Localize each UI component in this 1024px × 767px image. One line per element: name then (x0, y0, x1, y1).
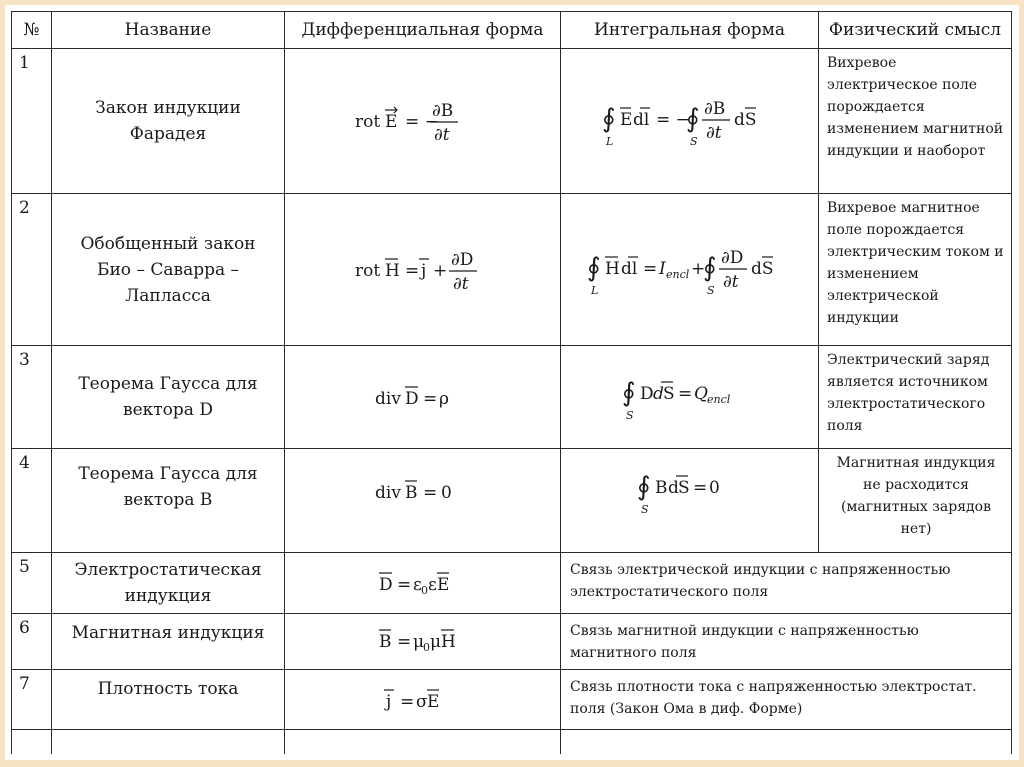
formula-faraday-differential (353, 96, 493, 146)
svg-text:μ: μ (412, 631, 424, 652)
law-name-text: Теорема Гаусса для вектора B (78, 463, 258, 510)
row-number: 7 (12, 670, 52, 730)
svg-text:rot: rot (354, 260, 380, 281)
svg-text:dl: dl (632, 110, 649, 130)
svg-text:0: 0 (440, 482, 452, 503)
svg-text:∂B: ∂B (703, 99, 725, 119)
row-number: 4 (12, 449, 52, 553)
header-integral: Интегральная форма (561, 12, 819, 49)
law-name-text: Теорема Гаусса для вектора D (78, 374, 258, 420)
row-number: 1 (12, 49, 52, 194)
physical-meaning: Связь электрической индукции с напряженностью электростатического поля (561, 553, 1012, 614)
svg-text:L: L (590, 283, 598, 297)
physical-meaning: Связь магнитной индукции с напряженностью магнитного поля (561, 614, 1012, 670)
row-number: 3 (12, 346, 52, 449)
integral-form (561, 449, 819, 553)
svg-text:+: + (432, 260, 447, 281)
svg-text:div: div (374, 389, 401, 409)
formula-magnetic-induction (373, 622, 473, 662)
svg-text:div: div (374, 482, 401, 503)
svg-text:D: D (639, 384, 654, 404)
svg-text:encl: encl (706, 393, 730, 406)
svg-text:H: H (440, 631, 456, 652)
integral-form (561, 346, 819, 449)
svg-text:=: = (396, 631, 411, 652)
svg-text:=: = (422, 389, 437, 409)
svg-text:d: d (667, 477, 679, 498)
formula-biot-savart-integral (585, 240, 795, 300)
svg-text:∮: ∮ (685, 104, 700, 134)
svg-text:S: S (625, 409, 634, 422)
svg-text:S: S (640, 502, 649, 516)
page-frame (5, 5, 1019, 760)
differential-form (285, 449, 561, 553)
svg-text:∂t: ∂t (433, 125, 450, 145)
differential-form (285, 194, 561, 346)
svg-text:Q: Q (693, 384, 708, 404)
physical-meaning: Вихревое электрическое поле порождается изменением магнитной индукции и наоборот (819, 49, 1012, 194)
table-row (12, 346, 1012, 449)
svg-text:∮: ∮ (621, 378, 636, 408)
svg-text:E: E (426, 691, 439, 712)
svg-text:∂B: ∂B (431, 101, 453, 121)
table-row (12, 670, 1012, 730)
law-name (52, 49, 285, 194)
svg-text:S: S (662, 384, 675, 404)
svg-text:E: E (436, 575, 449, 595)
svg-text:ε: ε (412, 575, 422, 595)
formula-current-density (378, 680, 468, 720)
svg-text:0: 0 (420, 584, 428, 597)
svg-text:B: B (378, 631, 391, 652)
formula-gauss-d-integral (620, 369, 760, 425)
svg-text:ρ: ρ (438, 389, 449, 409)
table-row (12, 553, 1012, 614)
law-name (52, 449, 285, 553)
differential-form (285, 614, 561, 670)
table-row (12, 194, 1012, 346)
svg-text:=: = (404, 260, 419, 281)
svg-text:=: = (692, 477, 707, 498)
row-number: 2 (12, 194, 52, 346)
row-number: 6 (12, 614, 52, 670)
table-row (12, 449, 1012, 553)
header-num: № (12, 12, 52, 49)
svg-text:I: I (658, 258, 666, 279)
header-differential: Дифференциальная форма (285, 12, 561, 49)
svg-text:E: E (384, 112, 397, 132)
physical-meaning: Электрический заряд является источником электростатического поля (819, 346, 1012, 449)
svg-text:∂D: ∂D (720, 247, 743, 268)
svg-text:σ: σ (415, 691, 428, 712)
svg-text:d: d (652, 384, 664, 404)
svg-text:∮: ∮ (586, 252, 601, 283)
physical-meaning: Связь плотности тока с напряженностью электростат. поля (Закон Ома в диф. Форме) (561, 670, 1012, 730)
law-name (52, 346, 285, 449)
svg-text:0: 0 (422, 640, 430, 654)
tail-cell (285, 730, 561, 755)
svg-text:∂D: ∂D (450, 249, 473, 270)
svg-text:B: B (404, 482, 417, 503)
svg-text:∮: ∮ (702, 252, 717, 283)
svg-text:S: S (706, 283, 715, 297)
maxwell-equations-table (11, 11, 1012, 754)
differential-form (285, 553, 561, 614)
svg-text:j: j (385, 691, 391, 712)
svg-text:E: E (619, 110, 632, 130)
integral-form (561, 49, 819, 194)
integral-form (561, 194, 819, 346)
svg-text:μ: μ (429, 631, 441, 652)
law-name (52, 194, 285, 346)
formula-gauss-b-integral (635, 463, 745, 519)
svg-text:ε: ε (427, 575, 437, 595)
svg-text:0: 0 (708, 477, 720, 498)
table-row (12, 614, 1012, 670)
svg-text:= −: = − (404, 112, 439, 132)
header-name: Название (52, 12, 285, 49)
table-row (12, 49, 1012, 194)
law-name-text: Обобщенный закон Био – Саварра – Лапласса (80, 233, 256, 306)
svg-text:∂t: ∂t (705, 123, 722, 143)
formula-biot-savart-differential (353, 245, 493, 295)
svg-text:S: S (689, 135, 698, 148)
svg-text:B: B (654, 477, 667, 498)
law-name: Магнитная индукция (52, 614, 285, 670)
svg-text:D: D (378, 575, 393, 595)
svg-text:encl: encl (665, 267, 689, 281)
header-row (12, 12, 1012, 49)
svg-text:∮: ∮ (601, 104, 616, 134)
row-number: 5 (12, 553, 52, 614)
svg-text:+: + (690, 258, 705, 279)
formula-faraday-integral (600, 91, 780, 151)
physical-meaning: Вихревое магнитное поле порождается электрическим током и изменением электрической индукции (819, 194, 1012, 346)
svg-text:=: = (677, 384, 692, 404)
differential-form (285, 670, 561, 730)
law-name: Электростатическая индукция (52, 553, 285, 614)
svg-text:= −: = − (655, 110, 690, 130)
svg-text:=: = (399, 691, 414, 712)
tail-cell (52, 730, 285, 755)
svg-text:D: D (404, 389, 419, 409)
table-tail-row (12, 730, 1012, 755)
formula-gauss-d-differential (373, 377, 473, 417)
law-name-text: Закон индукции Фарадея (95, 98, 241, 144)
svg-text:S: S (677, 477, 690, 498)
svg-text:H: H (604, 258, 620, 279)
svg-text:H: H (384, 260, 400, 281)
differential-form (285, 346, 561, 449)
svg-text:dS: dS (733, 110, 757, 130)
svg-text:dS: dS (750, 258, 774, 279)
svg-text:j: j (420, 260, 426, 281)
header-meaning: Физический смысл (819, 12, 1012, 49)
tail-cell (12, 730, 52, 755)
svg-text:∂t: ∂t (452, 273, 469, 294)
svg-text:=: = (422, 482, 437, 503)
law-name: Плотность тока (52, 670, 285, 730)
tail-cell (561, 730, 1012, 755)
svg-text:∂t: ∂t (722, 271, 739, 292)
formula-gauss-b-differential (373, 471, 473, 511)
svg-text:=: = (396, 575, 411, 595)
physical-meaning: Магнитная индукция не расходится (магнитных зарядов нет) (819, 449, 1012, 553)
svg-text:L: L (605, 135, 613, 148)
svg-text:=: = (642, 258, 657, 279)
svg-text:∮: ∮ (636, 471, 651, 502)
differential-form (285, 49, 561, 194)
svg-text:rot: rot (354, 112, 380, 132)
formula-electrostatic-induction (373, 563, 473, 603)
svg-text:dl: dl (620, 258, 637, 279)
